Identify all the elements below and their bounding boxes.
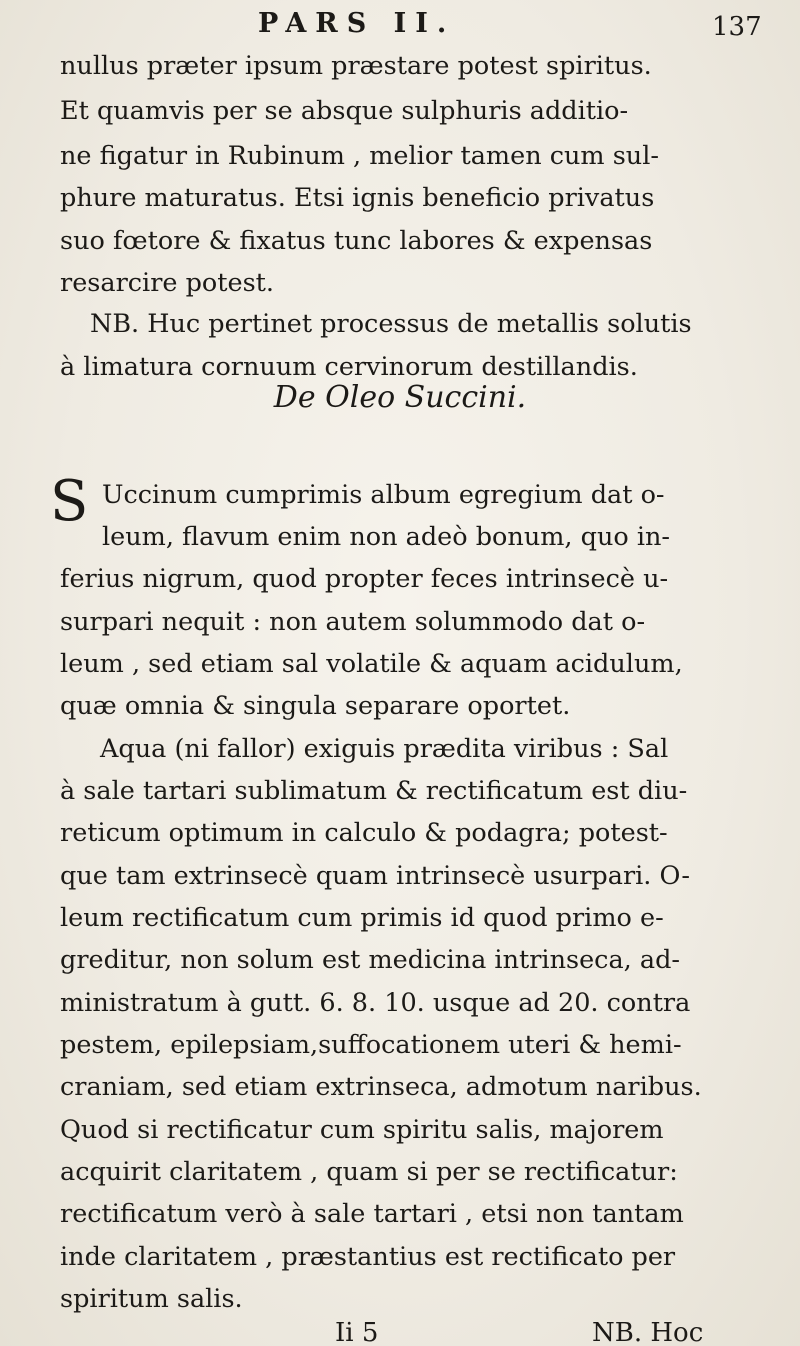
text-line: leum , sed etiam sal volatile & aquam acidulum,	[60, 649, 683, 679]
text-line: que tam extrinsecè quam intrinsecè usurpari. O-	[60, 861, 690, 891]
section-heading: De Oleo Succini.	[273, 380, 527, 415]
running-title: PARS II.	[258, 8, 456, 39]
text-line: surpari nequit : non autem solummodo dat o-	[60, 607, 646, 637]
text-line: inde claritatem , præstantius est rectificato per	[60, 1242, 676, 1272]
text-line: ferius nigrum, quod propter feces intrinsecè u-	[60, 564, 669, 594]
text-line: à sale tartari sublimatum & rectificatum est diu-	[60, 776, 688, 806]
text-line: ministratum à gutt. 6. 8. 10. usque ad 20. contra	[60, 988, 691, 1018]
text-line: nullus præter ipsum præstare potest spiritus.	[60, 51, 652, 81]
text-line: acquirit claritatem , quam si per se rectificatur:	[60, 1157, 678, 1187]
text-line: ne figatur in Rubinum , melior tamen cum sul-	[60, 141, 660, 171]
text-line: leum, flavum enim non adeò bonum, quo in-	[102, 522, 671, 552]
text-line: Et quamvis per se absque sulphuris additio-	[60, 96, 629, 126]
catchword: NB. Hoc	[592, 1318, 704, 1346]
text-line: craniam, sed etiam extrinseca, admotum naribus.	[60, 1072, 702, 1102]
text-line: NB. Huc pertinet processus de metallis solutis	[90, 309, 692, 339]
text-line: Uccinum cumprimis album egregium dat o-	[102, 480, 665, 510]
text-line: reticum optimum in calculo & podagra; potest-	[60, 818, 668, 848]
text-line: leum rectificatum cum primis id quod primo e-	[60, 903, 664, 933]
text-line: spiritum salis.	[60, 1284, 243, 1314]
text-line: greditur, non solum est medicina intrinseca, ad-	[60, 945, 681, 975]
text-line: rectificatum verò à sale tartari , etsi non tantam	[60, 1199, 684, 1229]
text-line: phure maturatus. Etsi ignis beneficio privatus	[60, 183, 655, 213]
running-head	[0, 4, 800, 50]
text-line: resarcire potest.	[60, 268, 275, 298]
text-line: pestem, epilepsiam,suffocationem uteri & hemi-	[60, 1030, 682, 1060]
text-line: Aqua (ni fallor) exiguis prædita viribus : Sal	[100, 734, 669, 764]
text-line: à limatura cornuum cervinorum destillandis.	[60, 352, 638, 382]
text-line: Quod si rectificatur cum spiritu salis, majorem	[60, 1115, 664, 1145]
text-line: suo fœtore & fixatus tunc labores & expensas	[60, 226, 653, 256]
page-number: 137	[712, 12, 762, 42]
drop-cap: S	[50, 469, 89, 534]
signature-mark: Ii 5	[335, 1318, 379, 1346]
text-line: quæ omnia & singula separare oportet.	[60, 691, 571, 721]
